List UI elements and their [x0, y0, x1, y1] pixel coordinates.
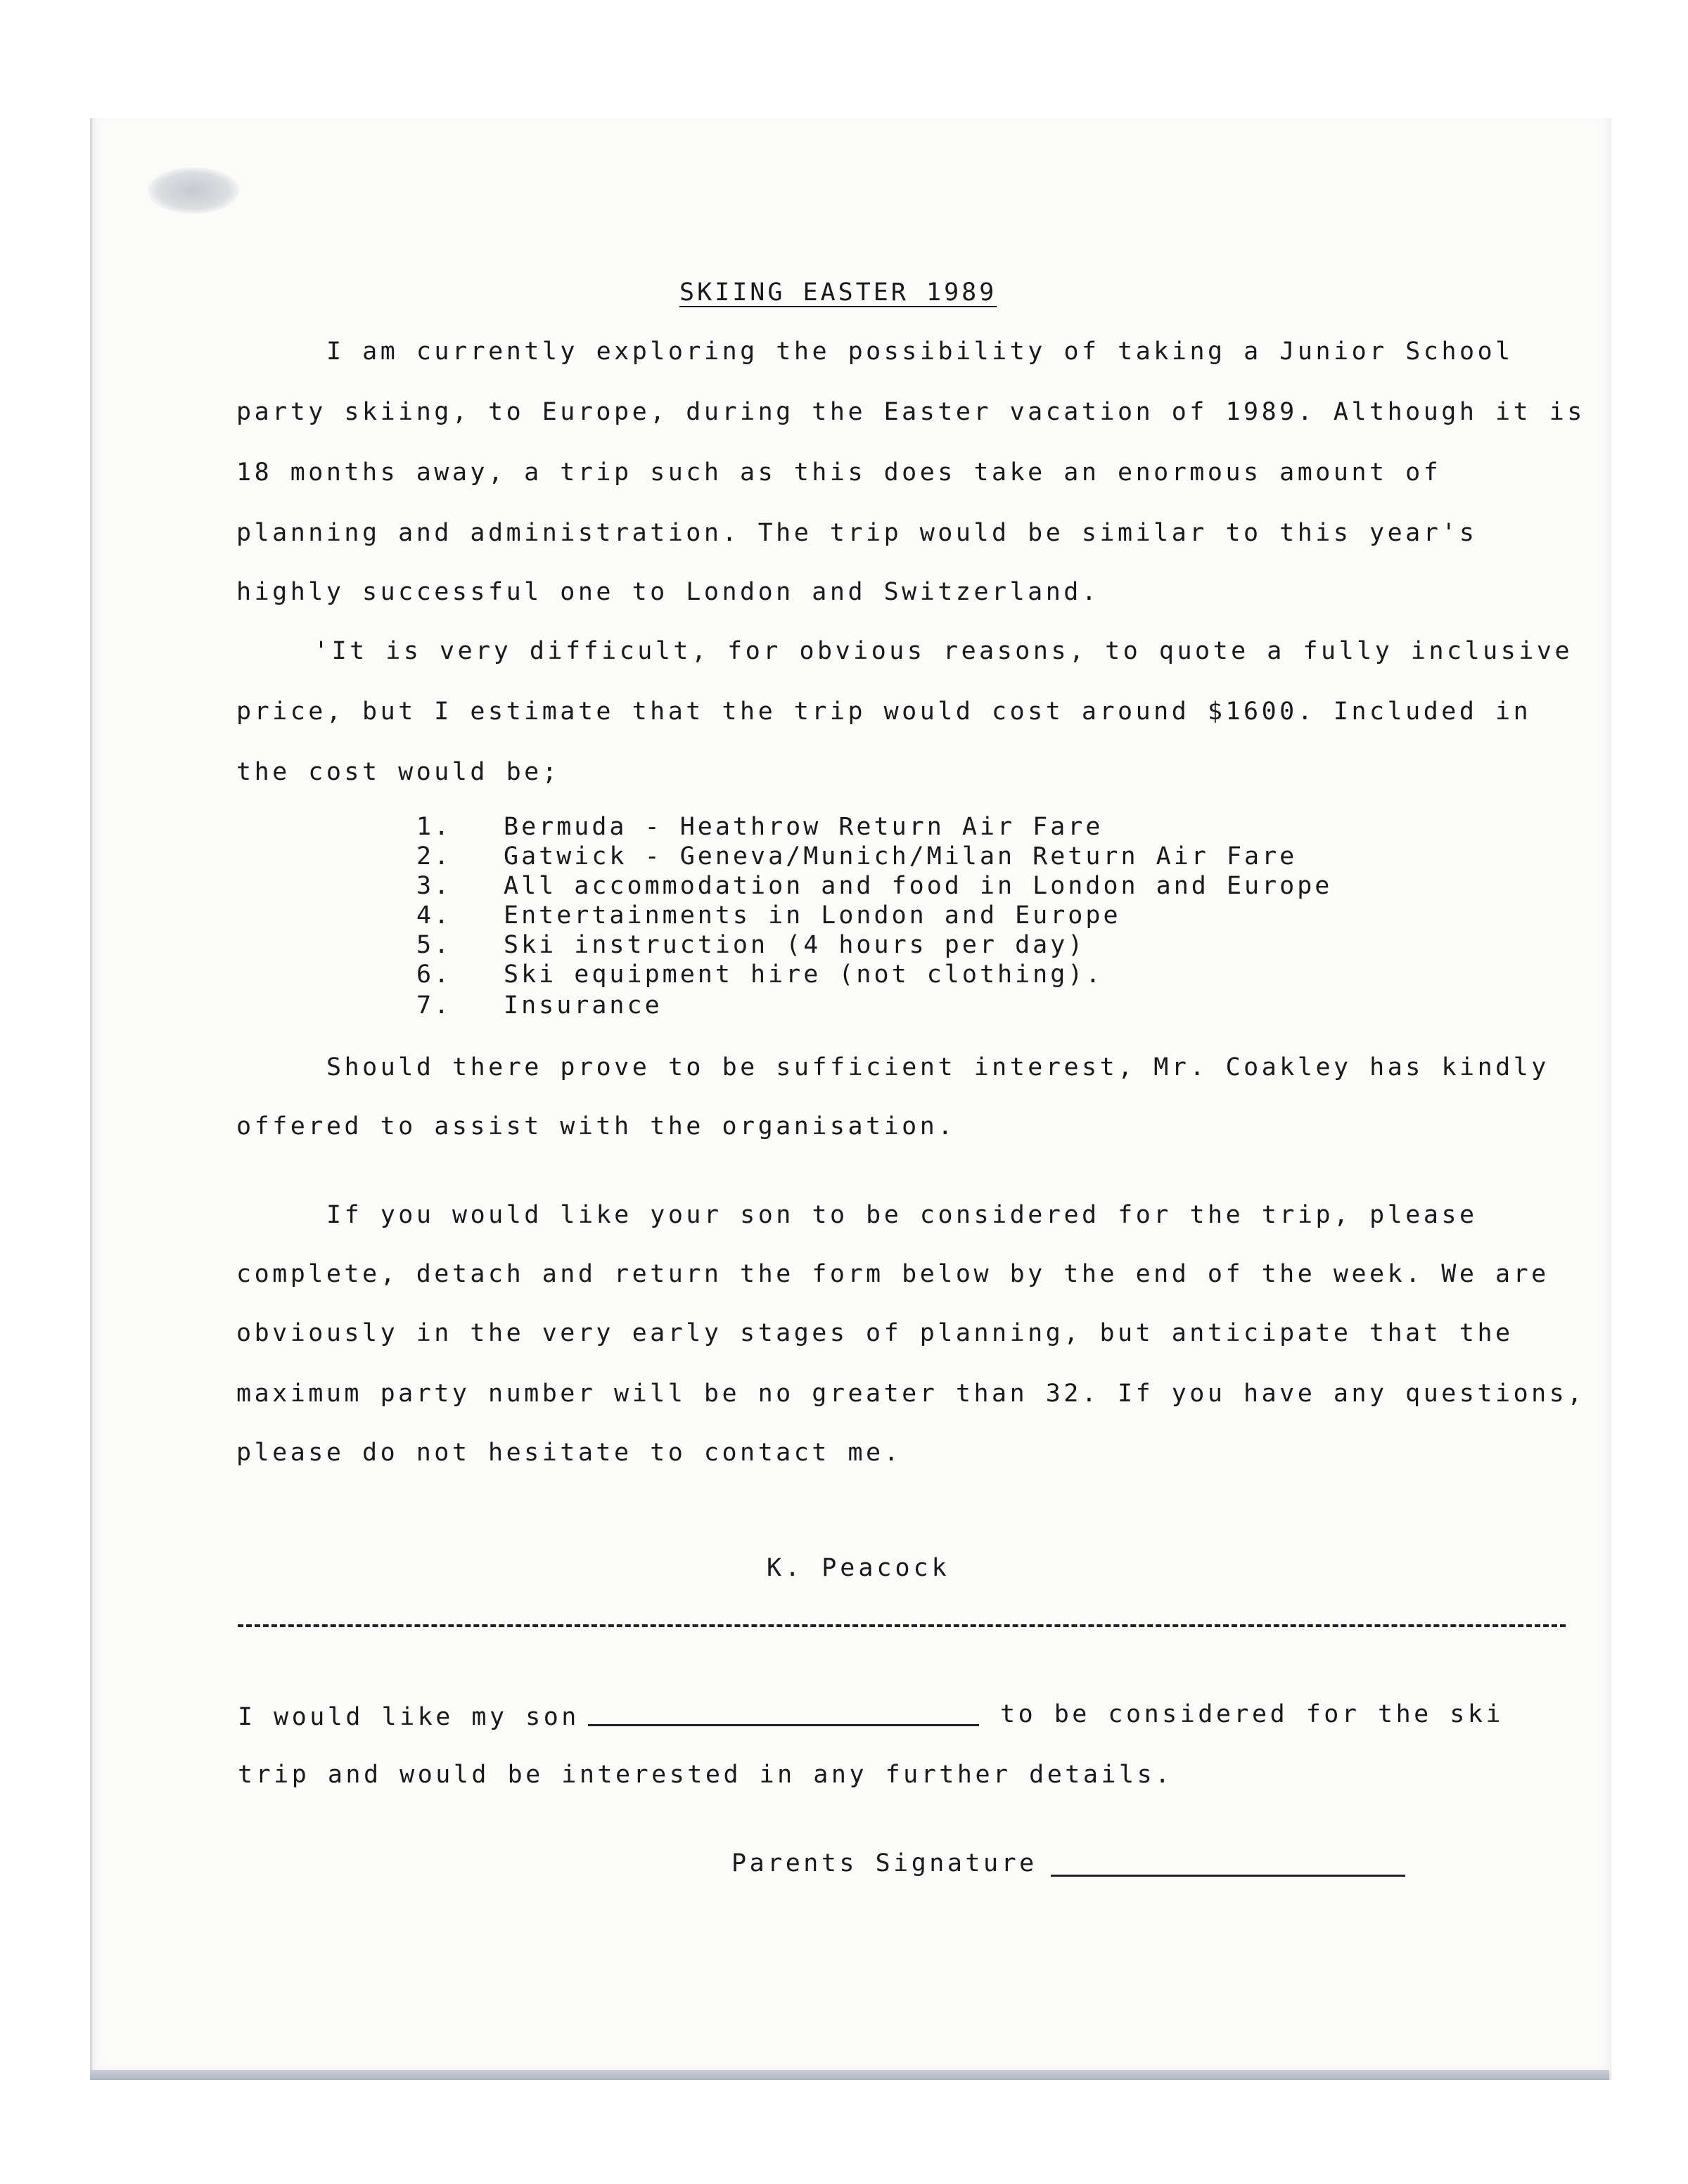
letter-title: SKIING EASTER 1989: [679, 278, 997, 307]
form-line-1-suffix: to be considered for the ski: [1000, 1700, 1504, 1728]
para4-line-3: obviously in the very early stages of planning, but anticipate that the: [236, 1319, 1514, 1347]
list-item-number: 3.: [416, 872, 452, 900]
list-item-text: Bermuda - Heathrow Return Air Fare: [504, 813, 1104, 841]
form-line-2: trip and would be interested in any further details.: [238, 1761, 1173, 1789]
para3-line-1: Should there prove to be sufficient interest, Mr. Coakley has kindly: [326, 1053, 1549, 1081]
list-item-number: 2.: [416, 842, 452, 871]
list-item-number: 4.: [416, 901, 452, 930]
list-item-number: 1.: [416, 813, 452, 841]
list-item-text: Gatwick - Geneva/Munich/Milan Return Air Fare: [504, 842, 1298, 871]
parents-signature-label: Parents Signature: [731, 1849, 1037, 1877]
list-item-text: Insurance: [504, 991, 663, 1020]
para4-line-5: please do not hesitate to contact me.: [236, 1439, 902, 1467]
list-item-number: 7.: [416, 991, 452, 1020]
list-item-number: 6.: [416, 961, 452, 989]
son-name-blank-field[interactable]: [588, 1724, 979, 1726]
para1-line-4: planning and administration. The trip would be similar to this year's: [236, 519, 1478, 547]
parents-signature-blank-field[interactable]: [1051, 1875, 1405, 1877]
para1-line-3: 18 months away, a trip such as this does take an enormous amount of: [236, 458, 1442, 487]
para2-line-2: price, but I estimate that the trip would cost around $1600. Included in: [236, 698, 1532, 726]
para4-line-2: complete, detach and return the form below by the end of the week. We are: [236, 1260, 1549, 1288]
para1-line-2: party skiing, to Europe, during the Easter vacation of 1989. Although it is: [236, 398, 1585, 426]
signatory-name: K. Peacock: [767, 1554, 950, 1582]
paper-smudge-mark: [148, 167, 239, 214]
list-item-text: All accommodation and food in London and Europe: [504, 872, 1333, 900]
list-item-text: Ski equipment hire (not clothing).: [504, 961, 1104, 989]
para1-line-5: highly successful one to London and Switzerland.: [236, 578, 1100, 606]
list-item-number: 5.: [416, 931, 452, 959]
paper-bottom-edge: [90, 2070, 1609, 2080]
para4-line-1: If you would like your son to be considered for the trip, please: [326, 1201, 1478, 1229]
para1-line-1: I am currently exploring the possibility of taking a Junior School: [326, 338, 1514, 366]
para2-line-3: the cost would be;: [236, 758, 561, 786]
para4-line-4: maximum party number will be no greater than 32. If you have any questions,: [236, 1380, 1585, 1408]
detach-dashed-line: [238, 1624, 1566, 1627]
para3-line-2: offered to assist with the organisation.: [236, 1112, 956, 1141]
para2-line-1: 'It is very difficult, for obvious reasons, to quote a fully inclusive: [314, 637, 1573, 665]
list-item-text: Entertainments in London and Europe: [504, 901, 1121, 930]
list-item-text: Ski instruction (4 hours per day): [504, 931, 1086, 959]
form-line-1-prefix: I would like my son: [238, 1703, 580, 1731]
